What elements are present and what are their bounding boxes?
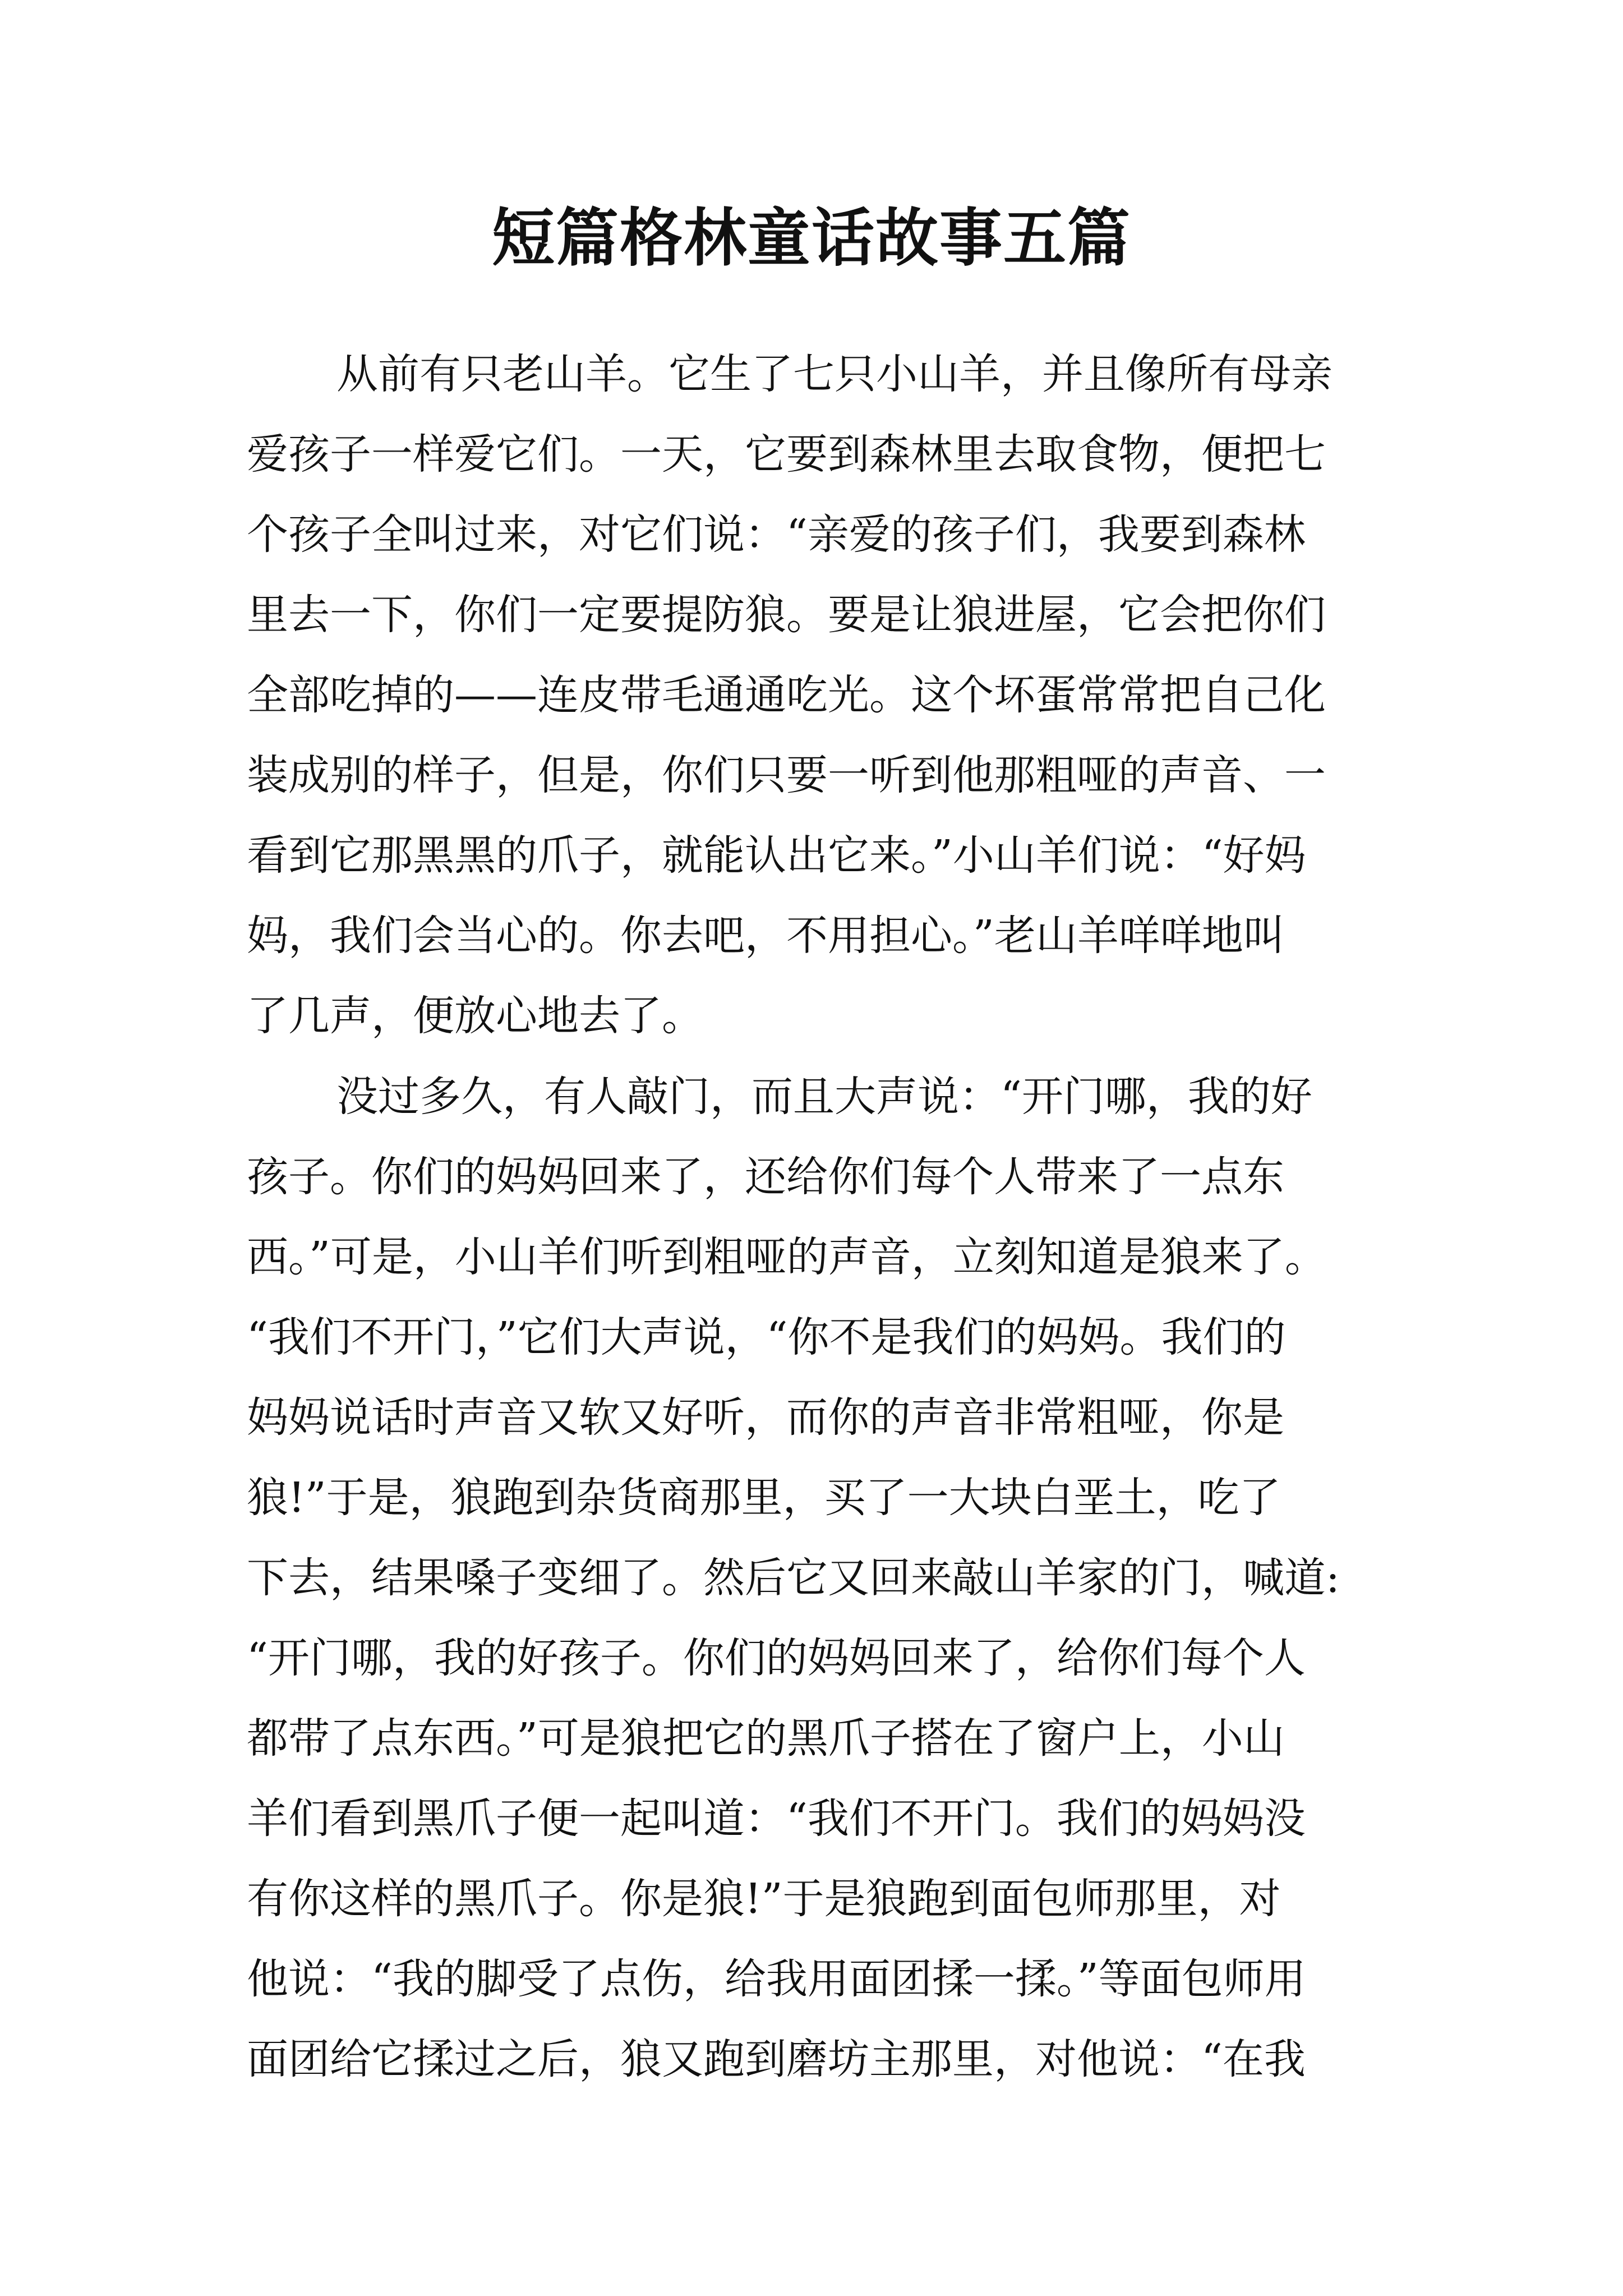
text-line: 都带了点东西。”可是狼把它的黑爪子搭在了窗户上，小山 [247, 1714, 1285, 1763]
text-line: 里去一下，你们一定要提防狼。要是让狼进屋，它会把你们 [247, 591, 1326, 639]
text-line: 面团给它揉过之后，狼又跑到磨坊主那里，对他说：“在我 [247, 2035, 1306, 2083]
paragraph-2 [247, 1057, 1453, 2100]
text-line: 从前有只老山羊。它生了七只小山羊，并且像所有母亲 [336, 350, 1332, 398]
text-line: 羊们看到黑爪子便一起叫道：“我们不开门。我们的妈妈没 [247, 1795, 1306, 1843]
document-title: 短篇格林童话故事五篇 [492, 201, 1131, 275]
text-line: 看到它那黑黑的爪子，就能认出它来。”小山羊们说：“好妈 [247, 831, 1306, 880]
text-line: 全部吃掉的——连皮带毛通通吃光。这个坏蛋常常把自己化 [247, 671, 1326, 719]
text-line: 了几声，便放心地去了。 [247, 992, 703, 1040]
text-line: 个孩子全叫过来，对它们说：“亲爱的孩子们，我要到森林 [247, 510, 1306, 559]
text-line: “开门哪，我的好孩子。你们的妈妈回来了，给你们每个人 [247, 1634, 1306, 1682]
text-line: 西。”可是，小山羊们听到粗哑的声音，立刻知道是狼来了。 [247, 1233, 1326, 1281]
text-line: 狼!”于是，狼跑到杂货商那里，买了一大块白垩土，吃了 [247, 1474, 1281, 1522]
text-line: 爱孩子一样爱它们。一天，它要到森林里去取食物，便把七 [247, 430, 1326, 478]
text-line: 有你这样的黑爪子。你是狼!”于是狼跑到面包师那里，对 [247, 1875, 1281, 1923]
text-line: 妈，我们会当心的。你去吧，不用担心。”老山羊咩咩地叫 [247, 912, 1285, 960]
text-line: “我们不开门，”它们大声说，“你不是我们的妈妈。我们的 [247, 1313, 1286, 1361]
text-line: 他说：“我的脚受了点伤，给我用面团揉一揉。”等面包师用 [247, 1955, 1306, 2003]
text-line: 下去，结果嗓子变细了。然后它又回来敲山羊家的门，喊道: [247, 1554, 1340, 1602]
paragraph-1 [247, 334, 1453, 1056]
text-line: 没过多久，有人敲门，而且大声说：“开门哪，我的好 [336, 1073, 1312, 1121]
text-line: 孩子。你们的妈妈回来了，还给你们每个人带来了一点东 [247, 1153, 1284, 1201]
text-line: 装成别的样子，但是，你们只要一听到他那粗哑的声音、一 [247, 751, 1326, 799]
text-line: 妈妈说话时声音又软又好听，而你的声音非常粗哑，你是 [247, 1393, 1284, 1442]
